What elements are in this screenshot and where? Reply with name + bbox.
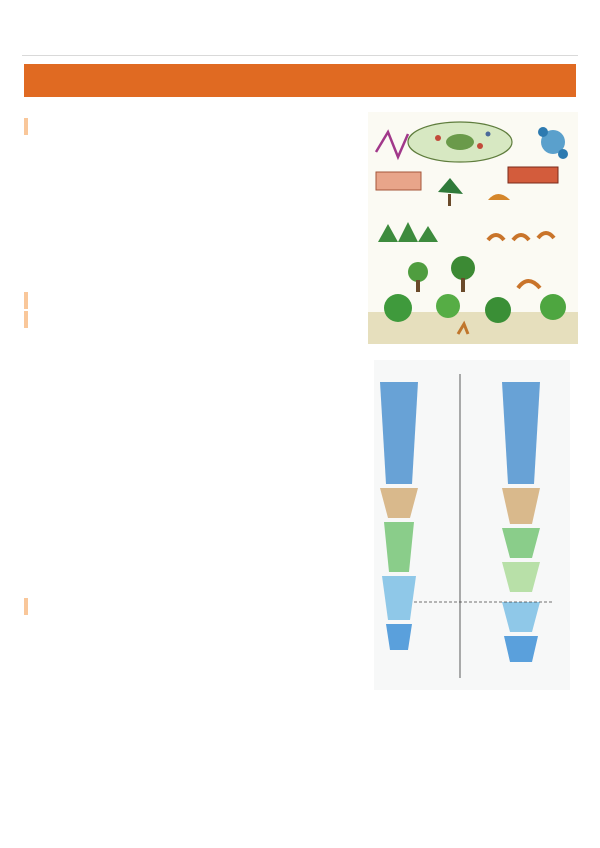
size-funnel-microscopic bbox=[382, 576, 416, 620]
section-heading-poblaciones bbox=[24, 597, 28, 616]
header-divider bbox=[22, 55, 578, 56]
section-heading-line2 bbox=[24, 311, 28, 328]
tissue-icon bbox=[376, 172, 421, 190]
section-heading-text bbox=[24, 118, 28, 135]
section-heading-niveles-organizacion bbox=[24, 291, 369, 329]
section-heading-niveles-integracion bbox=[24, 117, 28, 136]
tree-icon bbox=[408, 262, 428, 282]
integration-levels-illustration bbox=[368, 112, 578, 344]
organization-levels-diagram bbox=[374, 360, 570, 690]
tree-icon bbox=[436, 294, 460, 318]
size-funnel-submicroscopic bbox=[386, 624, 412, 650]
tree-icon bbox=[384, 294, 412, 322]
tree-icon bbox=[485, 297, 511, 323]
section-heading-line1 bbox=[24, 292, 28, 309]
section-heading-text bbox=[24, 598, 28, 615]
size-funnel-visible bbox=[384, 522, 414, 572]
nucleus-icon bbox=[446, 134, 474, 150]
page-title bbox=[24, 64, 576, 97]
tree-icon bbox=[540, 294, 566, 320]
science-funnel-ecology-bar bbox=[502, 382, 540, 484]
tree-icon bbox=[451, 256, 475, 280]
size-funnel-planetary bbox=[380, 382, 418, 484]
organ-icon bbox=[508, 167, 558, 183]
